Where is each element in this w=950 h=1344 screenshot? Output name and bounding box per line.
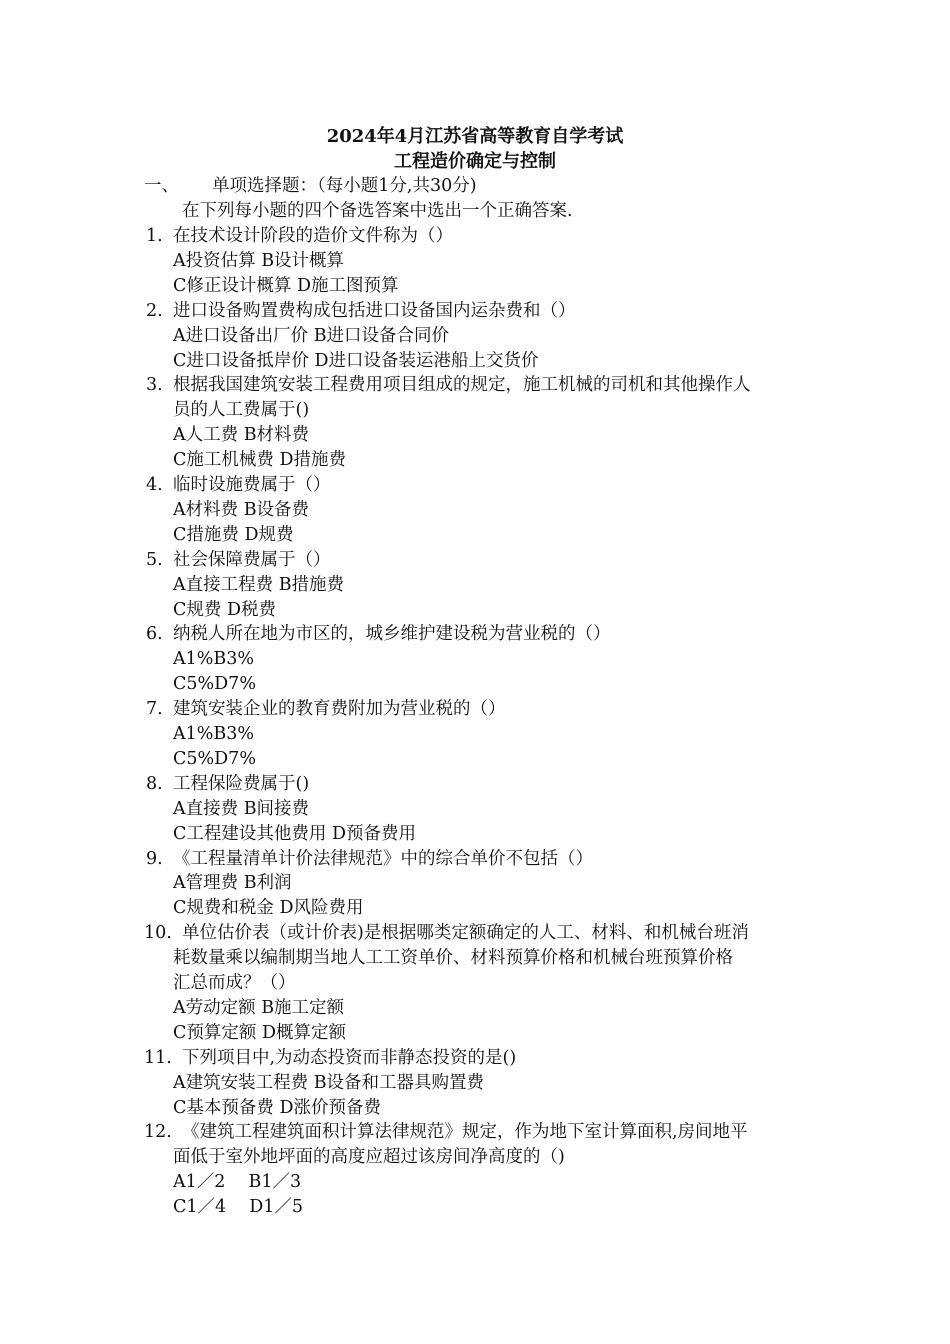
answer-options: C工程建设其他费用 D预备费用 (173, 823, 416, 844)
answer-options: A管理费 B利润 (173, 873, 292, 894)
section-title: 单项选择题：（每小题1分,共30分) (212, 176, 477, 196)
answer-options: A建筑安装工程费 B设备和工器具购置费 (173, 1072, 485, 1093)
question-number: 9. (146, 848, 163, 869)
question-number: 12. (144, 1122, 172, 1143)
answer-options: C1／4 D1／5 (173, 1197, 304, 1218)
question-stem: 根据我国建筑安装工程费用项目组成的规定，施工机械的司机和其他操作人 (173, 375, 751, 396)
answer-options: C规费和税金 D风险费用 (173, 898, 364, 919)
answer-options: C进口设备抵岸价 D进口设备装运港船上交货价 (173, 350, 539, 371)
question-number: 8. (146, 773, 163, 794)
answer-options: C措施费 D规费 (173, 524, 294, 545)
answer-options: A1%B3% (173, 649, 255, 670)
answer-options: C修正设计概算 D施工图预算 (173, 275, 399, 296)
question-stem: 工程保险费属于() (173, 773, 310, 794)
question-number: 1. (146, 226, 163, 246)
question-stem: 《建筑工程建筑面积计算法律规范》规定，作为地下室计算面积,房间地平 (182, 1122, 748, 1143)
exam-title: 2024年4月江苏省高等教育自学考试 (326, 126, 624, 147)
question-stem: 员的人工费属于() (173, 400, 310, 421)
question-stem: 在技术设计阶段的造价文件称为（） (173, 226, 453, 246)
answer-options: C施工机械费 D措施费 (173, 450, 346, 471)
answer-options: A1／2 B1／3 (173, 1172, 302, 1193)
question-number: 10. (144, 923, 172, 944)
question-number: 11. (144, 1047, 172, 1068)
question-stem: 单位估价表（或计价表)是根据哪类定额确定的人工、材料、和机械台班消 (182, 923, 749, 944)
question-stem: 下列项目中,为动态投资而非静态投资的是() (182, 1047, 517, 1068)
question-number: 4. (146, 475, 163, 495)
question-number: 5. (146, 549, 163, 570)
course-title: 工程造价确定与控制 (394, 151, 556, 172)
section-number: 一、 (144, 176, 179, 196)
answer-options: C5%D7% (173, 748, 256, 769)
answer-options: A直接工程费 B措施费 (173, 574, 345, 595)
question-number: 6. (146, 624, 163, 645)
question-number: 2. (146, 300, 163, 321)
answer-options: A劳动定额 B施工定额 (173, 997, 345, 1018)
answer-options: A人工费 B材料费 (173, 425, 310, 446)
answer-options: A直接费 B间接费 (173, 798, 310, 819)
question-number: 3. (146, 375, 163, 396)
answer-options: A材料费 B设备费 (173, 499, 310, 520)
answer-options: C5%D7% (173, 674, 256, 695)
question-stem: 汇总而成？（） (173, 973, 296, 993)
question-stem: 进口设备购置费构成包括进口设备国内运杂费和（） (173, 300, 576, 321)
answer-options: C预算定额 D概算定额 (173, 1022, 346, 1043)
question-stem: 社会保障费属于（） (173, 549, 331, 570)
answer-options: C基本预备费 D涨价预备费 (173, 1097, 381, 1118)
section-instruction: 在下列每小题的四个备选答案中选出一个正确答案. (182, 201, 573, 221)
question-stem: 建筑安装企业的教育费附加为营业税的（） (173, 699, 506, 720)
answer-options: A1%B3% (173, 724, 255, 744)
question-stem: 《工程量清单计价法律规范》中的综合单价不包括（） (173, 848, 593, 869)
question-stem: 纳税人所在地为市区的，城乡维护建设税为营业税的（） (173, 624, 611, 645)
question-number: 7. (146, 699, 163, 720)
answer-options: A进口设备出厂价 B进口设备合同价 (173, 325, 450, 346)
question-stem: 面低于室外地坪面的高度应超过该房间净高度的（) (173, 1147, 565, 1168)
question-stem: 临时设施费属于（） (173, 475, 331, 495)
answer-options: A投资估算 B设计概算 (173, 250, 345, 271)
answer-options: C规费 D税费 (173, 599, 276, 620)
question-stem: 耗数量乘以编制期当地人工工资单价、材料预算价格和机械台班预算价格 (173, 948, 733, 969)
